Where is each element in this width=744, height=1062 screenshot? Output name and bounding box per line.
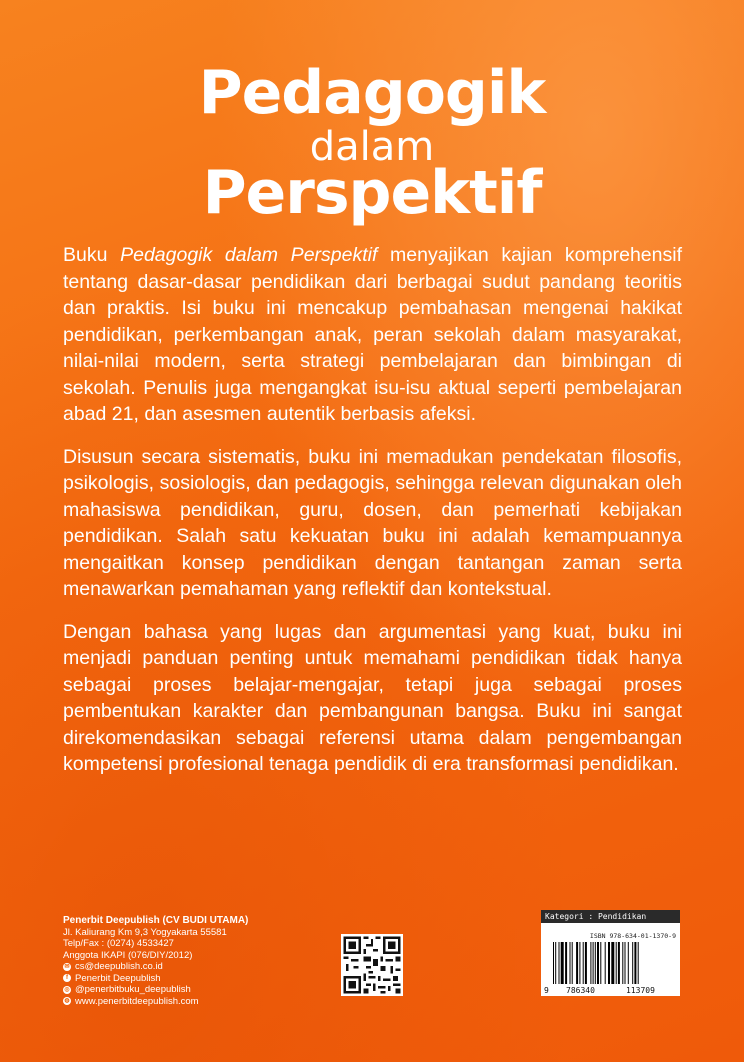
blurb-p1-before: Buku [63,244,121,266]
isbn-number: ISBN 978-634-01-1370-9 [589,932,676,940]
barcode-bar [579,942,580,984]
barcode-bars [553,942,673,984]
barcode-digits-left: 786340 [566,986,595,995]
barcode-bar [632,942,633,984]
category-label: Kategori : Pendidikan [541,910,680,923]
contact-facebook [63,973,323,985]
publisher-address: Jl. Kaliurang Km 9,3 Yogyakarta 55581 [63,926,227,938]
barcode-bar [618,942,620,984]
barcode-bar [572,942,573,984]
isbn-barcode [541,910,680,996]
barcode-bar [616,942,617,984]
barcode-bar [570,942,571,984]
website-text: www.penerbitdeepublish.com [75,995,199,1007]
instagram-text: @penerbitbuku_deepublish [75,984,191,995]
barcode-bar [553,942,554,984]
blurb-p1-book-title: Pedagogik dalam Perspektif [120,244,378,266]
publisher-ikapi: Anggota IKAPI (076/DIY/2012) [63,949,193,961]
barcode-bar [583,942,584,984]
barcode-bar [622,942,623,984]
title-line-dalam: dalam [309,124,435,170]
qr-code-graphic [341,934,403,996]
publisher-phone: Telp/Fax : (0274) 4533427 [63,938,174,949]
barcode-bar [565,942,567,984]
contact-email [63,961,323,973]
barcode-bar [600,942,601,984]
barcode-bar [605,942,606,984]
barcode-bar [634,942,636,984]
barcode-bar [597,942,599,984]
barcode-bar [593,942,594,984]
barcode-bar [628,942,629,984]
contact-website [63,996,323,1008]
barcode-bar [559,942,560,984]
barcode-digits-right: 113709 [626,986,655,995]
blurb [63,242,682,794]
barcode-digit-first: 9 [544,986,549,995]
barcode-bar [608,942,610,984]
barcode-bar [555,942,556,984]
barcode-bar [590,942,591,984]
blurb-paragraph-1 [63,242,682,428]
facebook-text: Penerbit Deepublish [75,972,161,984]
qr-code [341,934,403,996]
blurb-paragraph-3: Dengan bahasa yang lugas dan argumentasi yang kuat, buku ini menjadi panduan penting untuk memahami pendidikan tidak hanya sebagai proses belajar-mengajar, tetapi juga sebagai proses pembentukan karakter dan pembangunan bangsa. Buku ini sangat direkomendasikan sebagai referensi utama dalam pengembangan kompetensi profesional tenaga pendidik di era transformasi pendidikan. [63,620,682,775]
barcode-bar [611,942,614,984]
title-line-pedagogik: Pedagogik [198,58,546,128]
blurb-p1-after: menyajikan kajian komprehensif tentang dasar-dasar pendidikan dari berbagai sudut pandang teoritis dan praktis. Isi buku ini mencakup pembahasan mengenai hakikat pendidikan, perkembangan anak, peran sekolah dalam masyarakat, nilai-nilai modern, serta strategi pembelajaran dan bimbingan di sekolah. Penulis juga mengangkat isu-isu aktual seperti pembelajaran abad 21, dan asesmen autentik berbasis afeksi. [63,244,682,425]
title-line-perspektif: Perspektif [202,158,542,228]
barcode-bar [638,942,639,984]
publisher-name: Penerbit Deepublish (CV BUDI UTAMA) [63,915,249,926]
instagram-icon: ◎ [64,986,70,993]
barcode-bar [576,942,578,984]
email-icon: ✉ [64,963,70,970]
barcode-bar [561,942,564,984]
globe-icon: ◍ [64,998,70,1005]
blurb-paragraph-2: Disusun secara sistematis, buku ini memadukan pendekatan filosofis, psikologis, sosiologis, dan pedagogis, sehingga relevan digunakan oleh mahasiswa pendidikan, guru, dosen, dan pemerhati kebijakan pendidikan. Salah satu kekuatan buku ini adalah kemampuannya mengaitkan konsep pendidikan dengan tantangan zaman serta menawarkan pemahaman yang reflektif dan kontekstual. [63,445,682,600]
barcode-bar [595,942,596,984]
facebook-icon: f [63,974,71,982]
publisher-info [63,915,323,1007]
barcode-bar [585,942,587,984]
email-text: cs@deepublish.co.id [75,961,163,972]
barcode-bar [625,942,626,984]
contact-instagram [63,984,323,996]
